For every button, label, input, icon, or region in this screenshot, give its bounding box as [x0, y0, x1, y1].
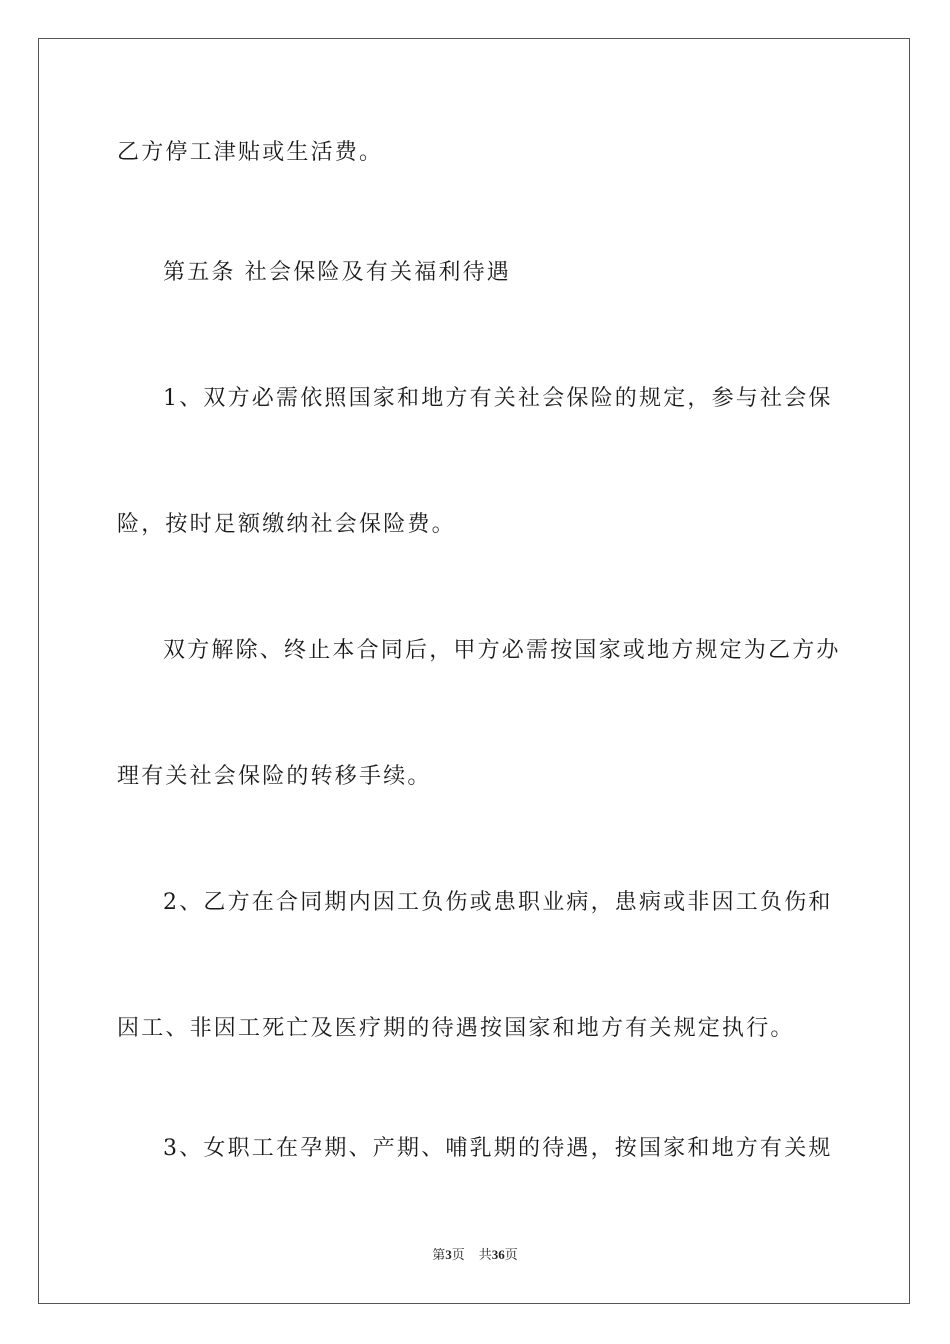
- section-heading: 第五条 社会保险及有关福利待遇: [163, 260, 511, 285]
- paragraph-line: 3、女职工在孕期、产期、哺乳期的待遇，按国家和地方有关规: [163, 1136, 833, 1161]
- total-suffix: 页: [504, 1247, 518, 1262]
- paragraph-line: 双方解除、终止本合同后，甲方必需按国家或地方规定为乙方办: [163, 638, 841, 663]
- total-prefix: 共: [478, 1247, 492, 1262]
- page-footer: [0, 1244, 950, 1263]
- total-pages: 36: [491, 1247, 505, 1262]
- page-prefix: 第: [432, 1247, 446, 1262]
- paragraph-line: 险，按时足额缴纳社会保险费。: [117, 512, 456, 537]
- page-border: [38, 38, 910, 1304]
- page-number: 3: [445, 1247, 452, 1262]
- paragraph-line: 理有关社会保险的转移手续。: [117, 764, 432, 789]
- page-suffix: 页: [451, 1247, 465, 1262]
- paragraph-line: 2、乙方在合同期内因工负伤或患职业病，患病或非因工负伤和: [163, 890, 833, 915]
- paragraph-line: 1、双方必需依照国家和地方有关社会保险的规定，参与社会保: [163, 386, 833, 411]
- paragraph-line: 乙方停工津贴或生活费。: [117, 140, 384, 165]
- paragraph-line: 因工、非因工死亡及医疗期的待遇按国家和地方有关规定执行。: [117, 1016, 795, 1041]
